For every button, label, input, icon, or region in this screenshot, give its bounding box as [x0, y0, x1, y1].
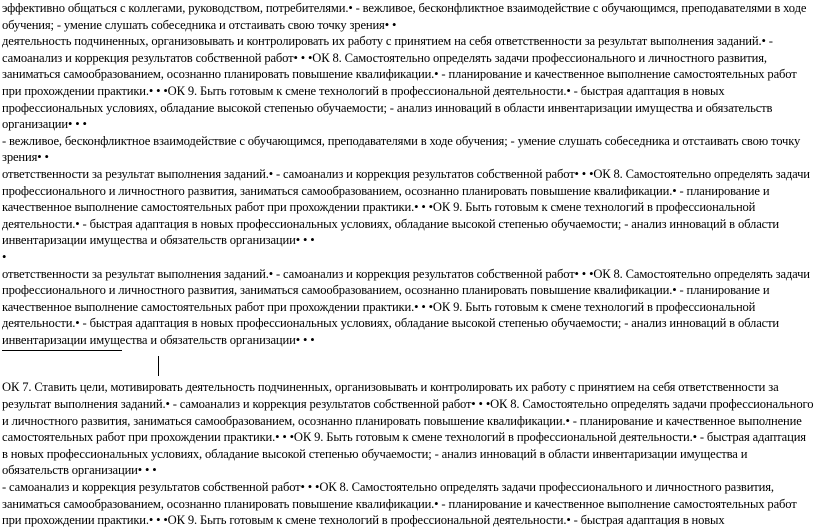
paragraph-7: ОК 7. Ставить цели, мотивировать деятельность подчиненных, организовывать и контролировать их работу с принятием на себя ответственности за результат выполнения заданий.• - самоанализ и коррекция результатов собственной работ• • •ОК 8. Самостоятельно определять задачи профессионального и личностного развития, заниматься самообразованием, осознанно планировать повышение квалификации.• - планирование и качественное выполнение самостоятельных работ при прохождении практики.• • •ОК 9. Быть готовым к смене технологий в профессиональной деятельности.• - быстрая адаптация в новых профессиональных условиях, обладание высокой степенью обучаемости; - анализ инноваций в области инвентаризации имущества и обязательств организации• • • [2, 380, 814, 478]
paragraph-3: - вежливое, бесконфликтное взаимодействие с обучающимся, преподавателями в ходе обучения; - умение слушать собеседника и отстаивать свою точку зрения• • [2, 133, 801, 165]
document-body [2, 0, 814, 529]
paragraph-8: - самоанализ и коррекция результатов собственной работ• • •ОК 8. Самостоятельно определять задачи профессионального и личностного развития, заниматься самообразованием, осознанно планировать повышение квалификации.• - планирование и качественное выполнение самостоятельных работ при прохождении практики.• • •ОК 9. Быть готовым к смене технологий в профессиональной деятельности.• - быстрая адаптация в новых [2, 480, 797, 528]
paragraph-1: эффективно общаться с коллегами, руководством, потребителями.• - вежливое, бесконфликтное взаимодействие с обучающимся, преподавателями в ходе обучения; - умение слушать собеседника и отстаивать свою точку зрения• • [2, 1, 807, 32]
paragraph-5: • [2, 249, 7, 264]
paragraph-6: ответственности за результат выполнения заданий.• - самоанализ и коррекция результатов собственной работ• • •ОК 8. Самостоятельно определять задачи профессионального и личностного развития, заниматься самообразованием, осознанно планировать повышение квалификации.• - планирование и качественное выполнение самостоятельных работ при прохождении практики.• • •ОК 9. Быть готовым к смене технологий в профессиональной деятельности.• - быстрая адаптация в новых профессиональных условиях, обладание высокой степенью обучаемости; - анализ инноваций в области инвентаризации имущества и обязательств организации• • • [2, 266, 810, 347]
paragraph-4: ответственности за результат выполнения заданий.• - самоанализ и коррекция результатов собственной работ• • •ОК 8. Самостоятельно определять задачи профессионального и личностного развития, заниматься самообразованием, осознанно планировать повышение квалификации.• - планирование и качественное выполнение самостоятельных работ при прохождении практики.• • •ОК 9. Быть готовым к смене технологий в профессиональной деятельности.• - быстрая адаптация в новых профессиональных условиях, обладание высокой степенью обучаемости; - анализ инноваций в области инвентаризации имущества и обязательств организации• • • [2, 166, 810, 248]
section-gap [2, 348, 814, 379]
text-cursor [158, 356, 159, 376]
horizontal-rule [2, 350, 122, 351]
paragraph-2: деятельность подчиненных, организовывать и контролировать их работу с принятием на себя ответственности за результат выполнения заданий.• - самоанализ и коррекция результатов собственной работ• • •ОК 8. Самостоятельно определять задачи профессионального и личностного развития, заниматься самообразованием, осознанно планировать повышение квалификации.• - планирование и качественное выполнение самостоятельных работ при прохождении практики.• • •ОК 9. Быть готовым к смене технологий в профессиональной деятельности.• - быстрая адаптация в новых профессиональных условиях, обладание высокой степенью обучаемости; - анализ инноваций в области инвентаризации имущества и обязательств организации• • • [2, 34, 797, 132]
